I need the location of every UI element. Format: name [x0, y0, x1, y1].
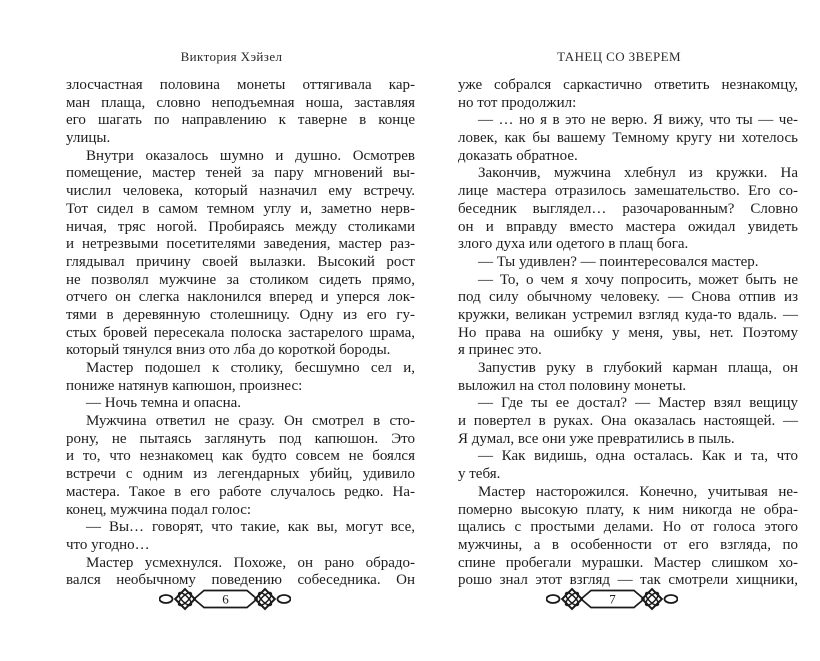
left-page [66, 0, 415, 661]
celtic-knot-icon [562, 589, 582, 609]
page-number: 7 [609, 591, 616, 607]
text-line: тями в деревянную столешницу. Одну из его гу- [66, 306, 415, 323]
text-line: померно высокую плату, к ним никогда не обра- [458, 501, 798, 518]
text-line: рону, не пытаясь заглянуть под капюшон. Это [66, 430, 415, 447]
text-line: Мужчина ответил не сразу. Он смотрел в сто- [86, 413, 415, 430]
page-ornament [159, 586, 291, 612]
text-line: и повертел в руках. Она оказалась настоящей. — [458, 413, 798, 430]
text-line: у тебя. [458, 466, 501, 483]
text-line: пониже натянув капюшон, произнес: [66, 377, 303, 394]
text-line: Мастер насторожился. Конечно, учитывая не- [478, 483, 798, 500]
text-line: Но права на ошибку у меня, увы, нет. Поэтому [458, 324, 798, 341]
text-line: встречи с одним из легендарных убийц, удивило [66, 466, 415, 483]
text-line: мастера. Такое в его работе случалось редко. На- [66, 483, 415, 500]
text-line: — Ты удивлен? — поинтересовался мастер. [478, 253, 759, 270]
text-line: Внутри оказалось шумно и душно. Осмотрев [86, 147, 415, 164]
text-line: щались с простыми делами. Но от голоса этого [458, 519, 798, 536]
right-loop-icon [277, 595, 290, 603]
text-line: отчего он слегка наклонился вперед и уперся лок- [66, 289, 415, 306]
text-line: что угодно… [66, 536, 150, 553]
text-line: числил человека, который назначил ему встречу. [66, 183, 415, 200]
text-line: который тянулся вниз ото лба до короткой бороды. [66, 342, 391, 359]
text-line: он и вправду вместо мастера ожидал увидеть [458, 218, 798, 235]
text-line: злого духа или одетого в плащ бога. [458, 236, 689, 253]
text-line: Закончив, мужчина хлебнул из кружки. На [478, 165, 798, 182]
text-line: его шагать по направлению к таверне в конце [66, 112, 415, 129]
text-line: Тот сидел в самом темном углу и, заметно нерв- [66, 200, 415, 217]
text-line: — Где ты ее достал? — Мастер взял вещицу [478, 395, 798, 412]
text-line: Мастер подошел к столику, бесшумно сел и, [86, 360, 415, 376]
text-line: — … но я в это не верю. Я вижу, что ты — че- [478, 112, 798, 129]
page-text [458, 77, 798, 590]
text-line: уже собрался саркастично ответить незнакомцу, [458, 77, 798, 93]
page-text [66, 77, 415, 590]
text-line: спине пробегали мурашки. Мастер слишком хо- [458, 554, 798, 571]
text-line: конец, мужчина подал голос: [66, 501, 252, 518]
text-line: рошо знал этот взгляд — так смотрели хищники, [458, 572, 798, 589]
text-line: — Вы… говорят, что такие, как вы, могут все, [86, 519, 415, 536]
text-line: помещение, мастер теней за пару мгновений вы- [66, 165, 415, 182]
text-line: доказать обратное. [458, 147, 578, 164]
text-line: ман плаща, словно неподъемная ноша, заставляя [66, 94, 415, 111]
text-line: я принес это. [458, 342, 542, 359]
text-line: и то, что незнакомец как будто совсем не боялся [66, 448, 415, 465]
text-line: беседник выглядел… разочарованным? Словно [458, 200, 798, 217]
left-loop-icon [159, 595, 172, 603]
text-line: Я думал, все они уже превратились в пыль. [458, 430, 735, 447]
right-loop-icon [665, 595, 678, 603]
text-line: вался необычному поведению собеседника. Он [66, 572, 415, 589]
running-header-title: ТАНЕЦ СО ЗВЕРЕМ [557, 49, 681, 64]
text-line: под силу обычному человеку. — Снова отпив из [458, 289, 798, 306]
text-line: — То, о чем я хочу попросить, может быть не [478, 271, 798, 288]
text-line: ловек, как бы вашему Темному кругу ни хотелось [458, 130, 798, 147]
celtic-knot-icon [175, 589, 195, 609]
text-line: стых бровей пересекала полоска застарелого шрама, [66, 324, 415, 341]
text-line: — Ночь темна и опасна. [86, 395, 242, 412]
running-header-author: Виктория Хэйзел [180, 49, 283, 64]
text-line: выложил на стол половину монеты. [458, 377, 687, 394]
text-line: — Как видишь, одна осталась. Как и та, что [478, 448, 798, 465]
right-page [458, 0, 798, 661]
text-line: Запустив руку в глубокий карман плаща, он [478, 360, 798, 376]
page-number: 6 [221, 591, 229, 607]
text-line: Мастер усмехнулся. Похоже, он рано обрадо- [86, 554, 415, 571]
text-line: глядывал причину своей вылазки. Высокий рост [66, 253, 415, 270]
text-line: и нетрезвыми посетителями заведения, мастер раз- [66, 236, 415, 253]
left-loop-icon [547, 595, 560, 603]
text-line: не позволял мужчине за столиком сидеть прямо, [66, 271, 415, 288]
text-line: мужчины, а в особенности от его взгляда, по [458, 536, 798, 553]
text-line: ничая, тряс ногой. Пробираясь между столиками [66, 218, 415, 235]
text-line: улицы. [66, 130, 111, 147]
text-line: злосчастная половина монеты оттягивала кар- [66, 77, 415, 93]
text-line: лице мастера отразилось замешательство. Его со- [458, 183, 798, 200]
page-ornament [546, 586, 678, 612]
text-line: но тот продолжил: [458, 94, 577, 111]
text-line: кружки, великан устремил взгляд куда-то вдаль. — [458, 306, 798, 323]
